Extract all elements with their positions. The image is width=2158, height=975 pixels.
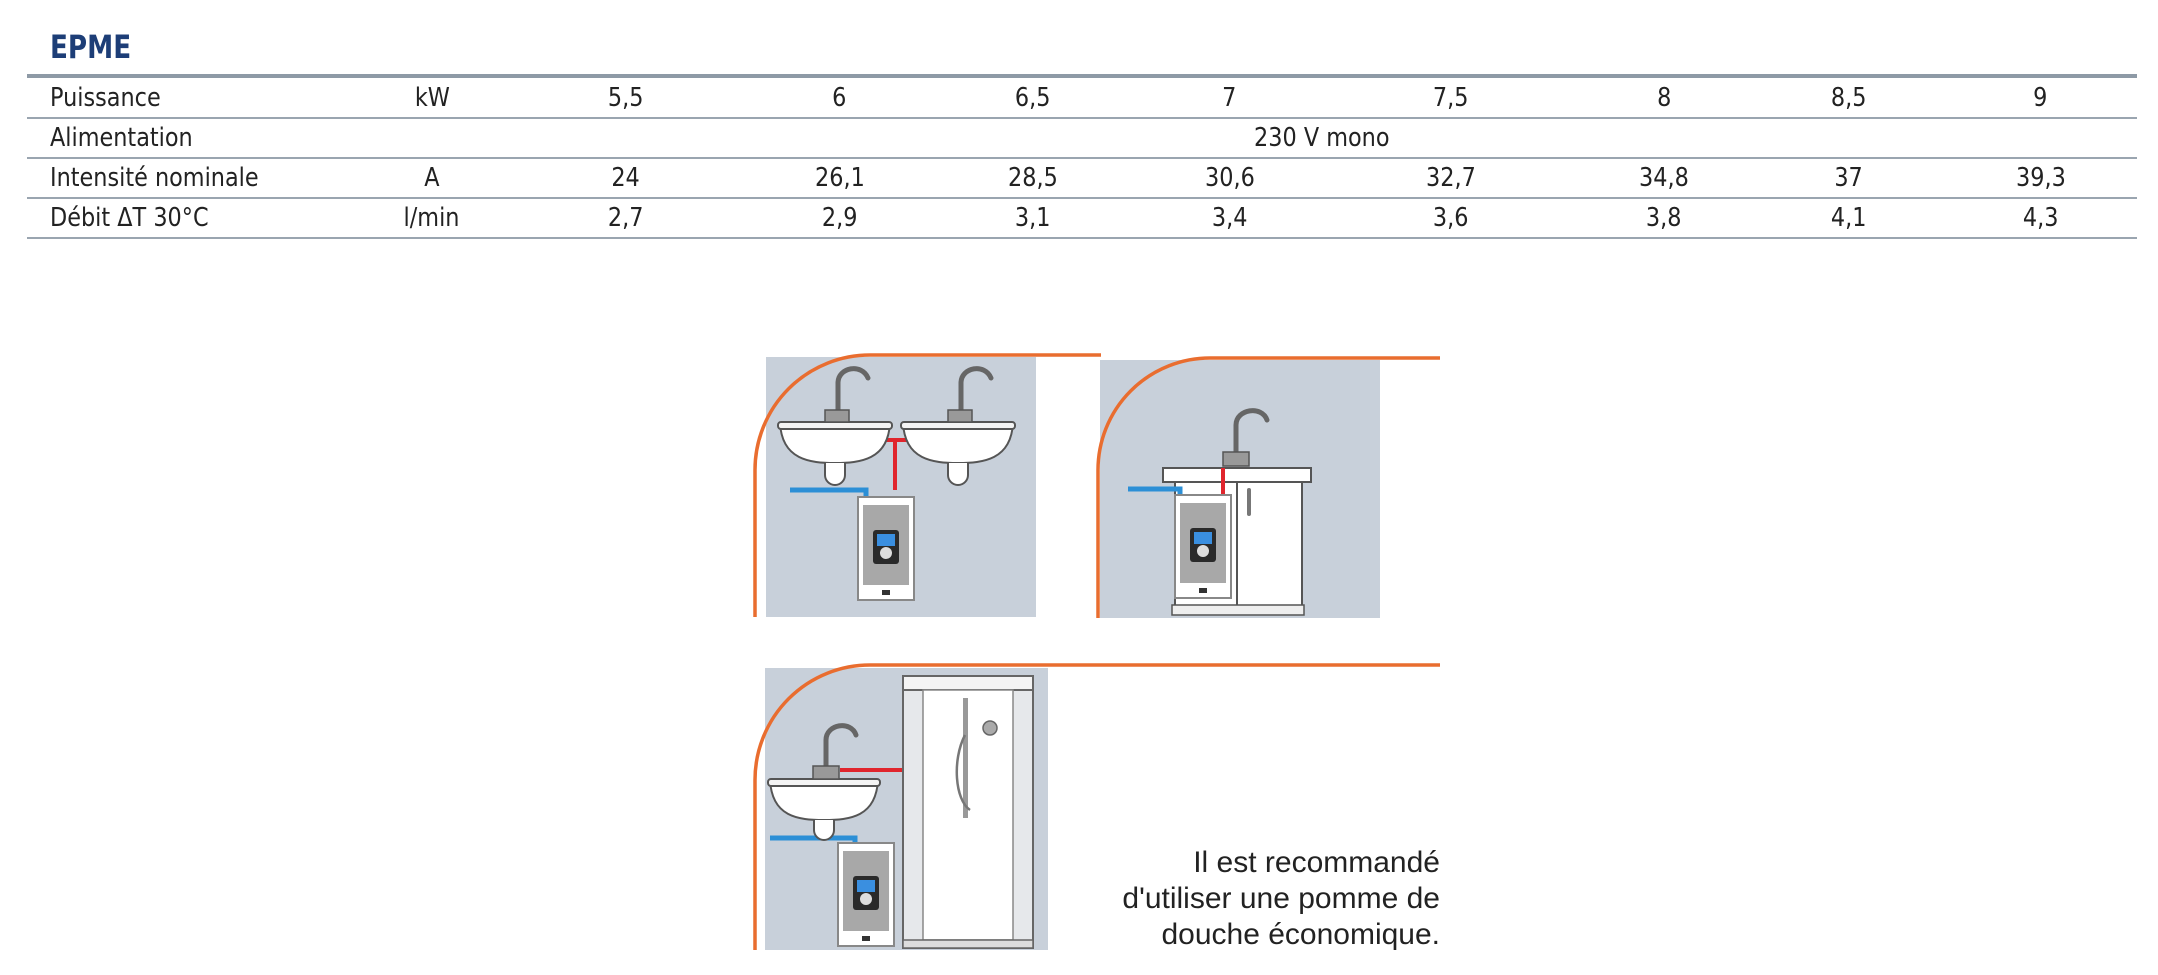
row-unit: l/min — [404, 203, 460, 233]
row-label: Intensité nominale — [50, 163, 259, 193]
table-cell: 7,5 — [1433, 83, 1469, 113]
table-cell: 4,3 — [2022, 203, 2059, 233]
note-line: Il est recommandé — [1193, 846, 1440, 879]
table-cell: 9 — [2033, 83, 2048, 113]
table-cell: 4,1 — [1831, 203, 1867, 233]
table-cell: 5,5 — [607, 83, 644, 113]
shower-recommendation-note — [1000, 845, 1440, 953]
water-heater-icon — [838, 843, 894, 946]
table-cell: 8,5 — [1831, 83, 1867, 113]
table-cell: 28,5 — [1008, 163, 1058, 193]
note-line: douche économique. — [1161, 918, 1440, 951]
page-title: EPME — [50, 28, 132, 66]
table-cell: 39,3 — [2015, 163, 2066, 193]
row-label: Alimentation — [50, 123, 193, 153]
table-cell: 37 — [1834, 163, 1864, 193]
row-unit: kW — [414, 83, 450, 113]
table-cell: 8 — [1656, 83, 1672, 113]
table-cell: 30,6 — [1204, 163, 1255, 193]
table-cell: 3,8 — [1646, 203, 1682, 233]
water-heater-icon — [858, 497, 914, 600]
table-cell: 26,1 — [814, 163, 865, 193]
table-cell: 3,4 — [1211, 203, 1248, 233]
row-unit: A — [424, 163, 440, 193]
table-cell: 6 — [832, 83, 847, 113]
row-label: Puissance — [50, 83, 161, 113]
diagram-two-basins — [755, 355, 1101, 617]
note-line: d'utiliser une pomme de — [1122, 882, 1440, 915]
table-cell: 3,6 — [1433, 203, 1469, 233]
diagram-sink-cabinet — [1098, 358, 1440, 618]
table-cell-span: 230 V mono — [1254, 123, 1390, 153]
table-cell: 7 — [1222, 83, 1237, 113]
table-cell: 2,9 — [821, 203, 858, 233]
table-cell: 24 — [611, 163, 640, 193]
table-cell: 34,8 — [1639, 163, 1689, 193]
row-label: Débit ΔT 30°C — [50, 203, 209, 233]
table-cell: 2,7 — [607, 203, 644, 233]
table-cell: 32,7 — [1426, 163, 1476, 193]
table-cell: 3,1 — [1015, 203, 1051, 233]
water-heater-icon — [1175, 495, 1231, 598]
table-cell: 6,5 — [1015, 83, 1051, 113]
